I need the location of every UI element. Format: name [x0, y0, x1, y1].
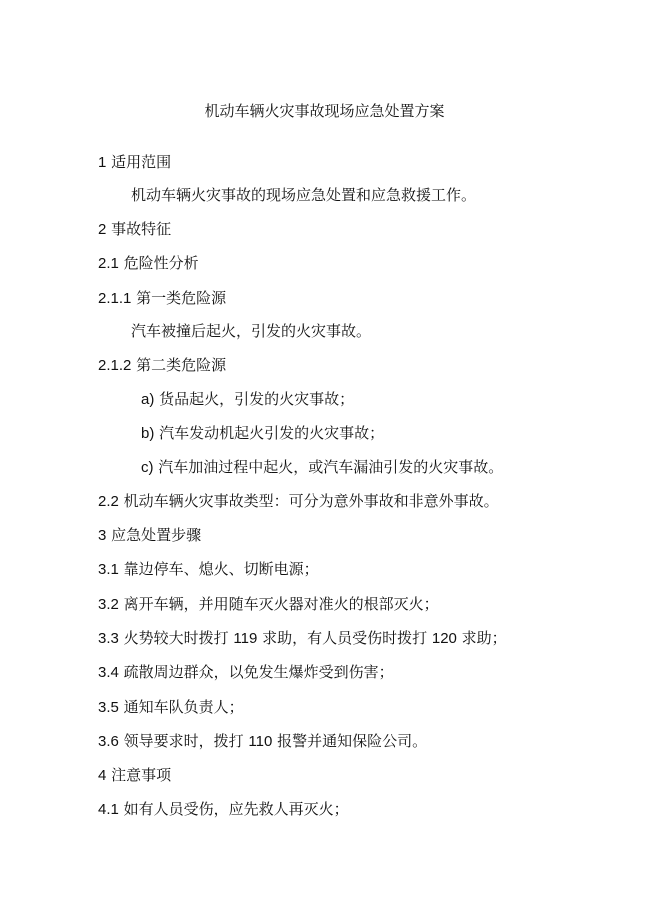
section-number: 3 — [98, 527, 107, 544]
step-item — [98, 662, 394, 683]
list-marker: c) — [141, 459, 154, 476]
section-number: 2 — [98, 221, 107, 238]
section-number: 3.4 — [98, 664, 119, 681]
list-item — [141, 423, 384, 444]
section-number: 1 — [98, 154, 107, 171]
section-number: 2.2 — [98, 493, 119, 510]
section-number: 3.2 — [98, 596, 119, 613]
step-text: 靠边停车、熄火、切断电源； — [118, 560, 319, 578]
step-text: 如有人员受伤，应先救人再灭火； — [118, 800, 349, 818]
phone-number-police: 110 — [248, 733, 273, 750]
paragraph-text: 汽车被撞后起火，引发的火灾事故。 — [131, 322, 372, 340]
list-item-text: 汽车加油过程中起火，或汽车漏油引发的火灾事故。 — [153, 458, 504, 476]
step-text: 离开车辆，并用随车灭火器对准火的根部灭火； — [118, 595, 439, 613]
document-title: 机动车辆火灾事故现场应急处置方案 — [204, 102, 445, 120]
step-item — [98, 731, 427, 752]
section-text: 危险性分析 — [118, 254, 199, 272]
subsection-heading — [98, 491, 499, 512]
section-number: 4.1 — [98, 801, 119, 818]
phone-number-ambulance: 120 — [431, 630, 457, 647]
section-text: 事故特征 — [106, 220, 172, 238]
step-item — [98, 559, 319, 580]
section-heading — [98, 219, 171, 240]
subsection-heading — [98, 253, 199, 274]
section-heading — [98, 525, 201, 546]
section-number: 2.1 — [98, 255, 119, 272]
step-item — [98, 799, 349, 820]
section-heading — [98, 152, 171, 173]
step-text: 求助，有人员受伤时拨打 — [257, 629, 432, 647]
section-number: 3.3 — [98, 630, 119, 647]
step-text: 求助； — [456, 629, 507, 647]
list-marker: b) — [141, 425, 155, 442]
section-number: 4 — [98, 767, 107, 784]
step-item — [98, 628, 507, 649]
step-text: 疏散周边群众，以免发生爆炸受到伤害； — [118, 663, 394, 681]
step-text: 领导要求时，拨打 — [118, 732, 249, 750]
section-number: 3.5 — [98, 699, 119, 716]
section-text: 应急处置步骤 — [106, 526, 202, 544]
paragraph-text: 机动车辆火灾事故的现场应急处置和应急救援工作。 — [131, 186, 477, 204]
section-text: 注意事项 — [106, 766, 172, 784]
phone-number-fire: 119 — [233, 630, 258, 647]
list-item-text: 汽车发动机起火引发的火灾事故； — [154, 424, 385, 442]
section-number: 2.1.2 — [98, 357, 132, 374]
step-item — [98, 697, 244, 718]
section-text: 第一类危险源 — [131, 289, 227, 307]
section-text: 第二类危险源 — [131, 356, 227, 374]
list-marker: a) — [141, 391, 155, 408]
list-item-text: 货品起火，引发的火灾事故； — [154, 390, 355, 408]
step-text: 通知车队负责人； — [118, 698, 244, 716]
section-number: 3.1 — [98, 561, 119, 578]
list-item — [141, 457, 503, 478]
paragraph — [131, 321, 371, 341]
section-text: 适用范围 — [106, 153, 172, 171]
section-number: 3.6 — [98, 733, 119, 750]
section-text: 机动车辆火灾事故类型：可分为意外事故和非意外事故。 — [118, 492, 499, 510]
subsection-heading — [98, 355, 226, 376]
step-text: 报警并通知保险公司。 — [272, 732, 428, 750]
list-item — [141, 389, 354, 410]
subsection-heading — [98, 288, 226, 309]
step-item — [98, 594, 439, 615]
paragraph — [131, 185, 476, 205]
section-heading — [98, 765, 171, 786]
step-text: 火势较大时拨打 — [118, 629, 234, 647]
section-number: 2.1.1 — [98, 290, 132, 307]
